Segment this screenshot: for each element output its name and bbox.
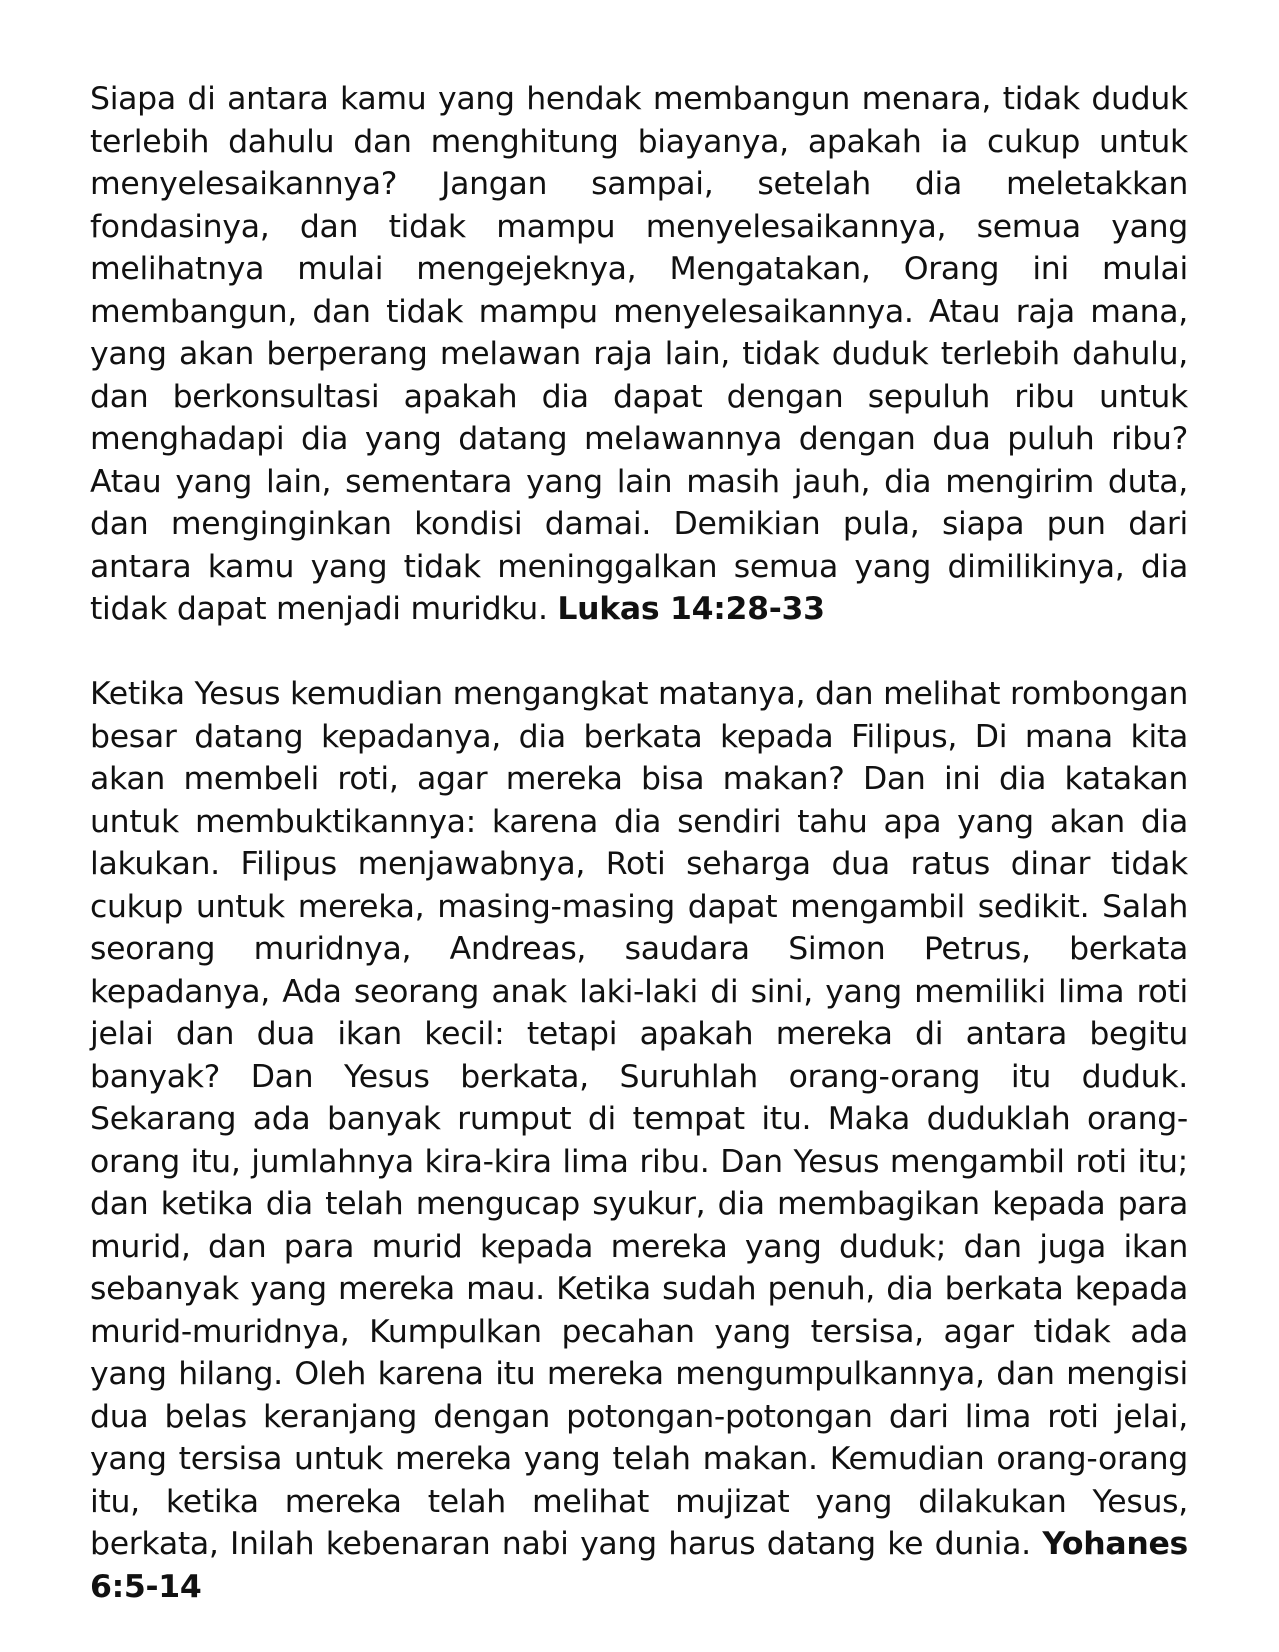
scripture-reference: Yohanes 6:5-14 — [90, 1526, 1188, 1605]
paragraph-john — [90, 673, 1188, 1608]
paragraph-text: Ketika Yesus kemudian mengangkat matanya, dan melihat rombongan besar datang kepadanya, dia berkata kepada Filipus, Di mana kita akan membeli roti, agar mereka bisa makan? Dan ini dia katakan untuk membuktikannya: karena dia sendiri tahu apa yang akan dia lakukan. Filipus menjawabnya, Roti seharga dua ratus dinar tidak cukup untuk mereka, masing-masing dapat mengambil sedikit. Salah seorang muridnya, Andreas, saudara Simon Petrus, berkata kepadanya, Ada seorang anak laki-laki di sini, yang memiliki lima roti jelai dan dua ikan kecil: tetapi apakah mereka di antara begitu banyak? Dan Yesus berkata, Suruhlah orang-orang itu duduk. Sekarang ada banyak rumput di tempat itu. Maka duduklah orang-orang itu, jumlahnya kira-kira lima ribu. Dan Yesus mengambil roti itu; dan ketika dia telah mengucap syukur, dia membagikan kepada para murid, dan para murid kepada mereka yang duduk; dan juga ikan sebanyak yang mereka mau. Ketika sudah penuh, dia berkata kepada murid-muridnya, Kumpulkan pecahan yang tersisa, agar tidak ada yang hilang. Oleh karena itu mereka mengumpulkannya, dan mengisi dua belas keranjang dengan potongan-potongan dari lima roti jelai, yang tersisa untuk mereka yang telah makan. Kemudian orang-orang itu, ketika mereka telah melihat mujizat yang dilakukan Yesus, berkata, Inilah kebenaran nabi yang harus datang ke dunia. — [90, 676, 1188, 1562]
paragraph-luke — [90, 78, 1188, 631]
paragraph-text: Siapa di antara kamu yang hendak membangun menara, tidak duduk terlebih dahulu dan menghitung biayanya, apakah ia cukup untuk menyelesaikannya? Jangan sampai, setelah dia meletakkan fondasinya, dan tidak mampu menyelesaikannya, semua yang melihatnya mulai mengejeknya, Mengatakan, Orang ini mulai membangun, dan tidak mampu menyelesaikannya. Atau raja mana, yang akan berperang melawan raja lain, tidak duduk terlebih dahulu, dan berkonsultasi apakah dia dapat dengan sepuluh ribu untuk menghadapi dia yang datang melawannya dengan dua puluh ribu? Atau yang lain, sementara yang lain masih jauh, dia mengirim duta, dan menginginkan kondisi damai. Demikian pula, siapa pun dari antara kamu yang tidak meninggalkan semua yang dimilikinya, dia tidak dapat menjadi muridku. — [90, 81, 1188, 627]
document-page — [90, 78, 1188, 1608]
scripture-reference: Lukas 14:28-33 — [557, 591, 825, 627]
